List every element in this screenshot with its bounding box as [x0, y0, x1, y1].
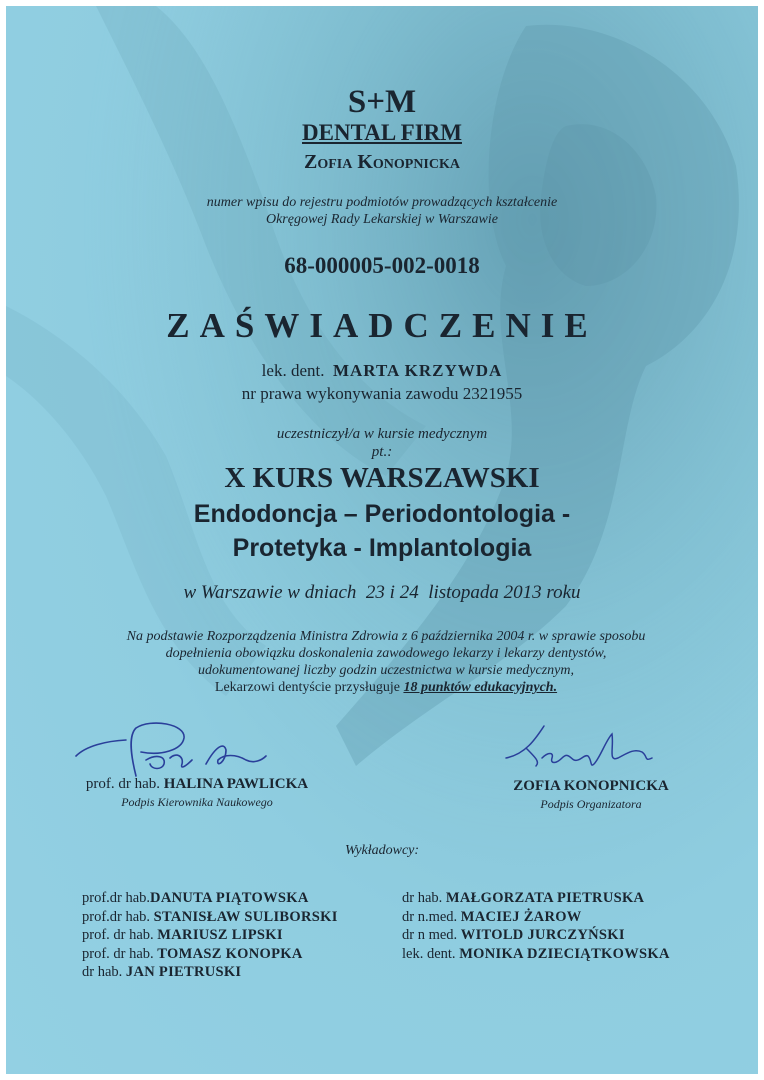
- course-dates: w Warszawie w dniach 23 i 24 listopada 2013 roku: [183, 582, 581, 603]
- lecturer-row: [82, 908, 392, 927]
- lecturer-name: MAŁGORZATA PIETRUSKA: [445, 890, 645, 906]
- lecturer-row: [82, 926, 392, 945]
- lecturer-name: WITOLD JURCZYŃSKI: [460, 927, 625, 943]
- legal-basis-line3: udokumentowanej liczby godzin uczestnictwa w kursie medycznym,: [198, 663, 574, 678]
- lecturer-title: lek. dent.: [402, 945, 456, 962]
- left-signatory: [72, 776, 322, 793]
- lecturer-name: MACIEJ ŻAROW: [460, 908, 582, 925]
- lecturer-title: prof.dr hab.: [82, 890, 151, 906]
- lecturer-row: [402, 908, 732, 927]
- founder-name: Zofia Konopnicka: [303, 151, 460, 173]
- left-signatory-name: HALINA PAWLICKA: [163, 776, 309, 792]
- left-signatory-title: prof. dr hab.: [85, 776, 161, 792]
- right-handwritten-signature: [496, 718, 666, 778]
- license-number: 2321955: [462, 384, 523, 403]
- license-label: nr prawa wykonywania zawodu: [241, 384, 459, 403]
- lecturer-name: TOMASZ KONOPKA: [157, 945, 303, 962]
- participation-line1: uczestniczył/a w kursie medycznym: [276, 426, 488, 442]
- points-prefix: Lekarzowi dentyście przysługuje: [214, 680, 400, 695]
- lecturer-title: dr hab.: [402, 890, 443, 906]
- certificate-title: ZAŚWIADCZENIE: [166, 306, 598, 345]
- lecturer-title: dr n.med.: [402, 908, 458, 925]
- lecturer-row: [402, 945, 732, 964]
- certificate-sheet: [6, 6, 758, 1074]
- lecturers-right-column: [402, 889, 732, 963]
- registry-text-line1: numer wpisu do rejestru podmiotów prowadzących kształcenie: [206, 195, 558, 210]
- lecturer-title: dr n med.: [402, 927, 458, 943]
- lecturer-name: MARIUSZ LIPSKI: [157, 927, 283, 943]
- lecturer-name: MONIKA DZIECIĄTKOWSKA: [459, 945, 670, 962]
- company-logo-text: S+M: [347, 84, 417, 120]
- points-line: [86, 679, 686, 696]
- recipient-line: [6, 361, 758, 381]
- registry-text-line2: Okręgowej Rady Lekarskiej w Warszawie: [265, 212, 498, 227]
- right-signatory-role: Podpis Organizatora: [540, 797, 642, 811]
- lecturer-title: prof. dr hab.: [82, 927, 154, 943]
- recipient-prefix: lek. dent.: [261, 361, 325, 380]
- lecturer-row: [402, 889, 732, 908]
- lecturer-row: [82, 889, 392, 908]
- right-signatory-name: ZOFIA KONOPNICKA: [513, 778, 669, 794]
- registry-number: 68-000005-002-0018: [284, 253, 480, 278]
- lecturer-title: prof.dr hab.: [82, 908, 151, 925]
- participation-line2: pt.:: [371, 444, 393, 460]
- license-line: [6, 384, 758, 404]
- points-value: 18 punktów edukacyjnych.: [403, 680, 558, 695]
- left-signatory-role: Podpis Kierownika Naukowego: [121, 795, 273, 809]
- lecturers-heading: Wykładowcy:: [344, 843, 420, 858]
- course-subtitle-line1: Endodoncja – Periodontologia -: [193, 500, 571, 528]
- legal-basis-line2: dopełnienia obowiązku doskonalenia zawodowego lekarzy i lekarzy dentystów,: [165, 646, 607, 661]
- lecturer-row: [402, 926, 732, 945]
- lecturer-name: STANISŁAW SULIBORSKI: [153, 908, 338, 925]
- legal-basis-line1: Na podstawie Rozporządzenia Ministra Zdrowia z 6 października 2004 r. w sprawie sposobu: [126, 629, 646, 644]
- lecturer-title: prof. dr hab.: [82, 945, 154, 962]
- course-subtitle-line2: Protetyka - Implantologia: [232, 534, 532, 562]
- lecturer-row: [82, 963, 392, 982]
- course-title: X KURS WARSZAWSKI: [224, 462, 540, 494]
- lecturers-left-column: [82, 889, 392, 982]
- firm-name: DENTAL FIRM: [302, 120, 462, 145]
- lecturer-title: dr hab.: [82, 964, 123, 980]
- recipient-name: MARTA KRZYWDA: [332, 361, 503, 380]
- lecturer-name: JAN PIETRUSKI: [125, 964, 242, 980]
- legal-basis: [86, 628, 686, 696]
- lecturer-name: DANUTA PIĄTOWSKA: [150, 890, 309, 906]
- lecturer-row: [82, 945, 392, 964]
